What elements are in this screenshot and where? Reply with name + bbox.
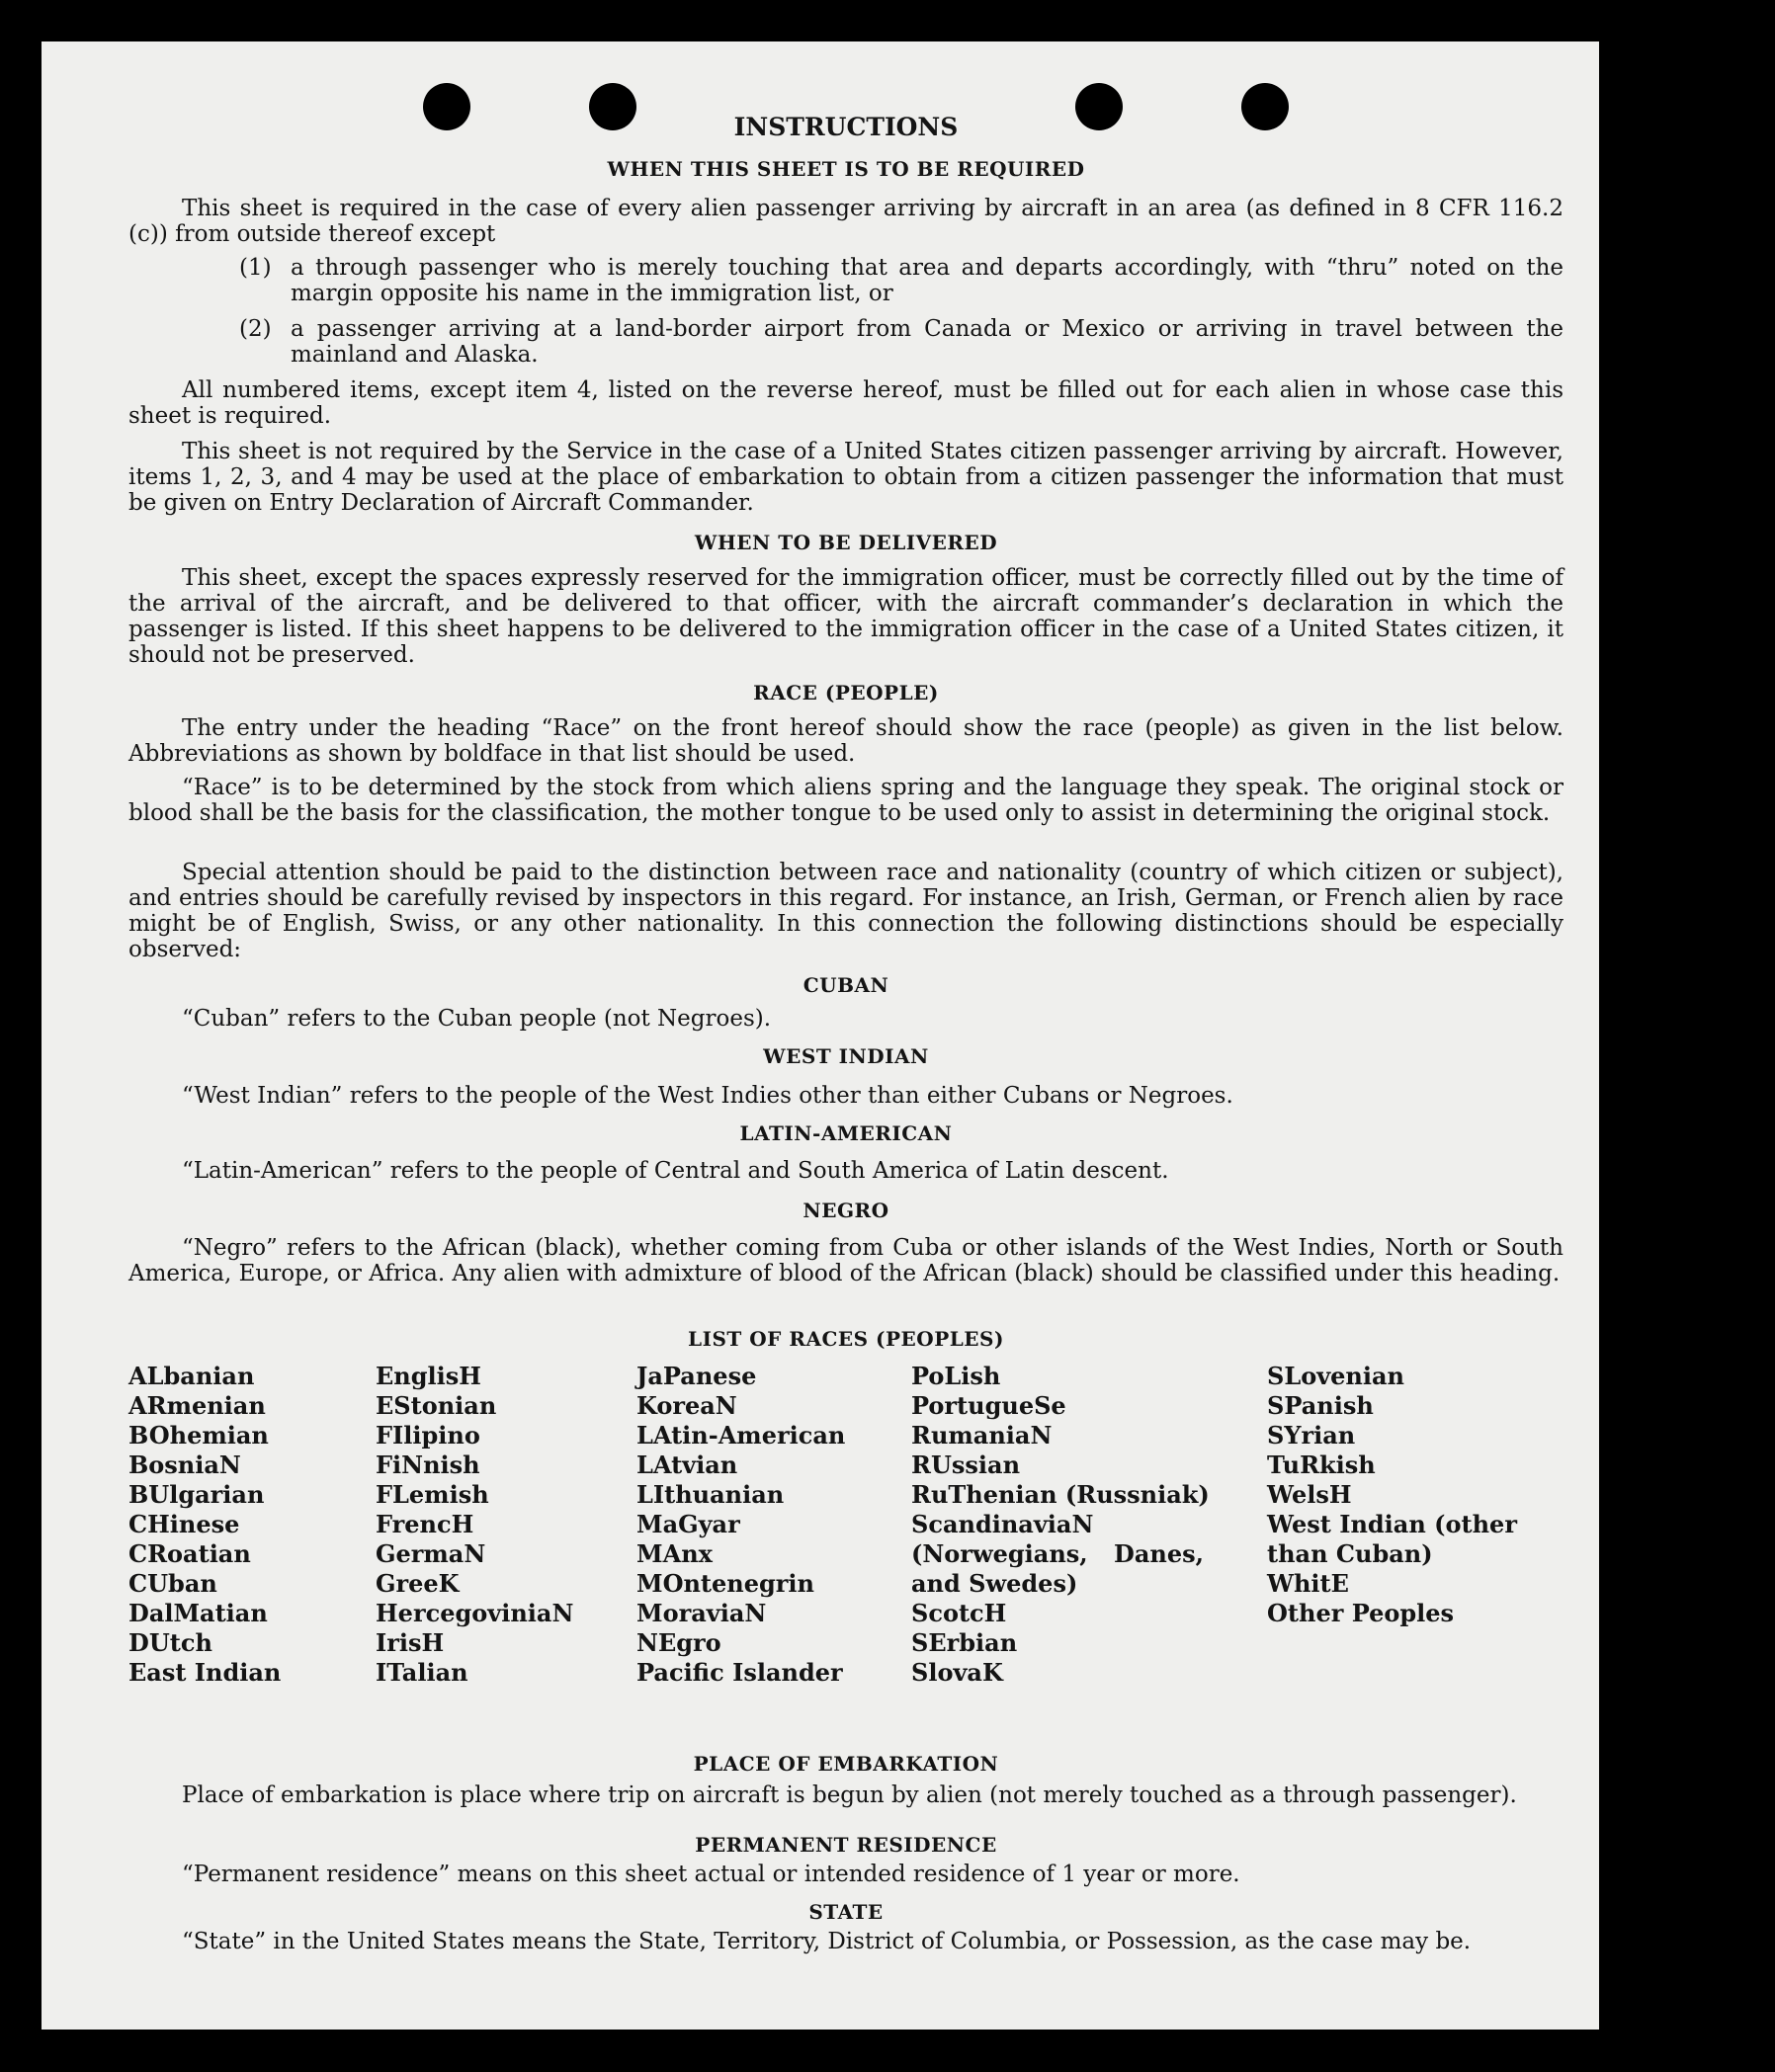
heading-permanent-residence: PERMANENT RESIDENCE [695, 1833, 997, 1857]
race-item: ARmenian [128, 1391, 266, 1420]
race-paragraph-2: “Race” is to be determined by the stock from which aliens spring and the language they speak. The original stock or blood shall be the basis for the classification, the mother tongue to be used only to assist in determining the original stock. [128, 775, 1564, 826]
page-title: INSTRUCTIONS [733, 113, 959, 141]
race-item: East Indian [128, 1658, 282, 1687]
race-item: WelsH [1267, 1480, 1352, 1509]
delivered-paragraph: This sheet, except the spaces expressly reserved for the immigration officer, must be correctly filled out by the time of the arrival of the aircraft, and be delivered to that officer, with the aircraft commander’s declaration in which the passenger is listed. If this sheet happens to be delivered to the immigration officer in the case of a United States citizen, it should not be preserved. [128, 565, 1564, 668]
heading-race: RACE (PEOPLE) [753, 681, 939, 704]
heading-list-of-races: LIST OF RACES (PEOPLES) [688, 1327, 1004, 1351]
embarkation-paragraph: Place of embarkation is place where trip on aircraft is begun by alien (not merely touched as a through passenger). [182, 1782, 1517, 1808]
race-item: EStonian [376, 1391, 497, 1420]
race-item: Pacific Islander [636, 1658, 843, 1687]
race-item: SYrian [1267, 1421, 1356, 1450]
race-item: GermaN [376, 1539, 486, 1568]
race-item: FiNnish [376, 1450, 480, 1479]
race-item: DalMatian [128, 1599, 268, 1627]
heading-when-required: WHEN THIS SHEET IS TO BE REQUIRED [607, 157, 1085, 181]
race-item: IrisH [376, 1628, 445, 1657]
race-item: CHinese [128, 1510, 240, 1538]
race-item: MaGyar [636, 1510, 740, 1538]
required-intro: This sheet is required in the case of every alien passenger arriving by aircraft in an area (as defined in 8 CFR 116.2 (c)) from outside thereof except [128, 196, 1564, 247]
race-item: TuRkish [1267, 1450, 1376, 1479]
cuban-paragraph: “Cuban” refers to the Cuban people (not Negroes). [182, 1006, 772, 1032]
race-item: DUtch [128, 1628, 212, 1657]
heading-negro: NEGRO [803, 1199, 889, 1222]
race-item: FIlipino [376, 1421, 480, 1450]
heading-latin-american: LATIN-AMERICAN [739, 1121, 953, 1145]
race-paragraph-1: The entry under the heading “Race” on the front hereof should show the race (people) as given in the list below. Abbreviations as shown by boldface in that list should be used. [128, 715, 1564, 767]
race-item: SErbian [911, 1628, 1018, 1657]
race-item: CUban [128, 1569, 217, 1598]
race-item: RumaniaN [911, 1421, 1053, 1450]
race-item: Other Peoples [1267, 1599, 1455, 1627]
race-item: PortugueSe [911, 1391, 1066, 1420]
race-item: HercegoviniaN [376, 1599, 574, 1627]
race-item: MOntenegrin [636, 1569, 814, 1598]
race-item: WhitE [1267, 1569, 1349, 1598]
citizen-paragraph: This sheet is not required by the Service in the case of a United States citizen passenger arriving by aircraft. However, items 1, 2, 3, and 4 may be used at the place of embarkation to obtain from a citizen passenger the information that must be given on Entry Declaration of Aircraft Commander. [128, 439, 1564, 516]
heading-state: STATE [808, 1900, 884, 1924]
state-paragraph: “State” in the United States means the State, Territory, District of Columbia, or Possession, as the case may be. [182, 1929, 1472, 1954]
race-item: ScandinaviaN (Norwegians, Danes, and Swedes) [911, 1510, 1204, 1598]
race-item: RUssian [911, 1450, 1021, 1479]
race-item: SlovaK [911, 1658, 1003, 1687]
race-item: LAtvian [636, 1450, 738, 1479]
race-item: West Indian (other than Cuban) [1267, 1510, 1517, 1568]
latin-american-paragraph: “Latin-American” refers to the people of Central and South America of Latin descent. [182, 1158, 1169, 1184]
race-item: BosniaN [128, 1450, 241, 1479]
race-item: CRoatian [128, 1539, 251, 1568]
heading-west-indian: WEST INDIAN [763, 1044, 929, 1068]
heading-when-delivered: WHEN TO BE DELIVERED [694, 531, 998, 554]
race-item: SPanish [1267, 1391, 1374, 1420]
race-item: LAtin-American [636, 1421, 846, 1450]
race-item: ALbanian [128, 1362, 255, 1390]
race-item: LIthuanian [636, 1480, 785, 1509]
race-item: RuThenian (Russniak) [911, 1480, 1210, 1509]
heading-place-of-embarkation: PLACE OF EMBARKATION [693, 1752, 999, 1776]
race-item: BUlgarian [128, 1480, 265, 1509]
race-item: PoLish [911, 1362, 1001, 1390]
items-paragraph: All numbered items, except item 4, listed on the reverse hereof, must be filled out for each alien in whose case this sheet is required. [128, 377, 1564, 429]
heading-cuban: CUBAN [803, 973, 889, 997]
race-item: ScotcH [911, 1599, 1007, 1627]
race-item: MAnx [636, 1539, 713, 1568]
race-item: EnglisH [376, 1362, 481, 1390]
race-item: KoreaN [636, 1391, 737, 1420]
race-item: FLemish [376, 1480, 489, 1509]
race-item: FrencH [376, 1510, 474, 1538]
race-item: GreeK [376, 1569, 460, 1598]
race-item: MoraviaN [636, 1599, 767, 1627]
permanent-paragraph: “Permanent residence” means on this sheet actual or intended residence of 1 year or more. [182, 1862, 1240, 1887]
negro-paragraph: “Negro” refers to the African (black), whether coming from Cuba or other islands of the West Indies, North or South America, Europe, or Africa. Any alien with admixture of blood of the African (black) should be classified under this heading. [128, 1235, 1564, 1286]
race-item: SLovenian [1267, 1362, 1404, 1390]
race-item: ITalian [376, 1658, 468, 1687]
race-item: BOhemian [128, 1421, 269, 1450]
race-item: NEgro [636, 1628, 721, 1657]
race-item: JaPanese [636, 1362, 757, 1390]
west-indian-paragraph: “West Indian” refers to the people of the West Indies other than either Cubans or Negroes. [182, 1083, 1233, 1109]
race-paragraph-3: Special attention should be paid to the distinction between race and nationality (country of which citizen or subject), and entries should be carefully revised by inspectors in this regard. For instance, an Irish, German, or French alien by race might be of English, Swiss, or any other nationality. In this connection the following distinctions should be especially observed: [128, 860, 1564, 962]
document-page: INSTRUCTIONS WHEN THIS SHEET IS TO BE REQUIRED This sheet is required in the case of every alien passenger arriving by aircraft in an area (as defined in 8 CFR 116.2 (c)) from outside thereof except (1) a through passenger who is merely touching that area and departs accordingly, with “thru” noted on the margin opposite his name in the immigration list, or (2) a passenger arriving at a land-border airport from Canada or Mexico or arriving in travel between the mainland and Alaska. All numbered items, except item 4, listed on the reverse hereof, must be filled out for each alien in whose case this sheet is required. This sheet is not required by the Service in the case of a United States citizen passenger arriving by aircraft. However, items 1, 2, 3, and 4 may be used at the place of embarkation to obtain from a citizen passenger the information that must be given on Entry Declaration of Aircraft Commander. WHEN TO BE DELIVERED This sheet, except the spaces expressly reserved for the immigration officer, must be correctly filled out by the time of the arrival of the aircraft, and be delivered to that officer, with the aircraft commander’s declaration in which the passenger is listed. If this sheet happens to be delivered to the immigration officer in the case of a United States citizen, it should not be preserved. RACE (PEOPLE) The entry under the heading “Race” on the front hereof should show the race (people) as given in the list below. Abbreviations as shown by boldface in that list should be used. “Race” is to be determined by the stock from which aliens spring and the language they speak. The original stock or blood shall be the basis for the classification, the mother tongue to be used only to assist in determining the original stock. Special attention should be paid to the distinction between race and nationality (country of which citizen or subject), and entries should be carefully revised by inspectors in this regard. For instance, an Irish, German, or French alien by race might be of English, Swiss, or any other nationality. In this connection the following distinctions should be especially observed: CUBAN “Cuban” refers to the Cuban people (not Negroes). WEST INDIAN “West Indian” refers to the people of the West Indies other than either Cubans or Negroes. LATIN-AMERICAN “Latin-American” refers to the people of Central and South America of Latin descent. NEGRO “Negro” refers to the African (black), whether coming from Cuba or other islands of the West Indies, North or South America, Europe, or Africa. Any alien with admixture of blood of the African (black) should be classified under this heading. LIST OF RACES (PEOPLES) ALbanian ARmenian BOhemian BosniaN BUlgarian CHinese CRoatian CUban DalMatian DUtch East Indian EnglisH EStonian FIlipino FiNnish FLemish FrencH GermaN GreeK HercegoviniaN IrisH ITalian JaPanese KoreaN LAtin-American LAtvian LIthuanian MaGyar MAnx MOntenegrin MoraviaN NEgro Pacific Islander PoLish PortugueSe RumaniaN RUssian RuThenian (Russniak) ScandinaviaN (Norwegians, Danes, and Swedes) ScotcH SErbian SlovaK SLovenian SPanish SYrian TuRkish WelsH West Indian (other than Cuban) WhitE Other Peoples PLACE OF EMBARKATION Place of embarkation is place where trip on aircraft is begun by alien (not merely touched as a through passenger). PERMANENT RESIDENCE “Permanent residence” means on this sheet actual or intended residence of 1 year or more. STATE “State” in the United States means the State, Territory, District of Columbia, or Possession, as the case may be. [42, 41, 1599, 2030]
